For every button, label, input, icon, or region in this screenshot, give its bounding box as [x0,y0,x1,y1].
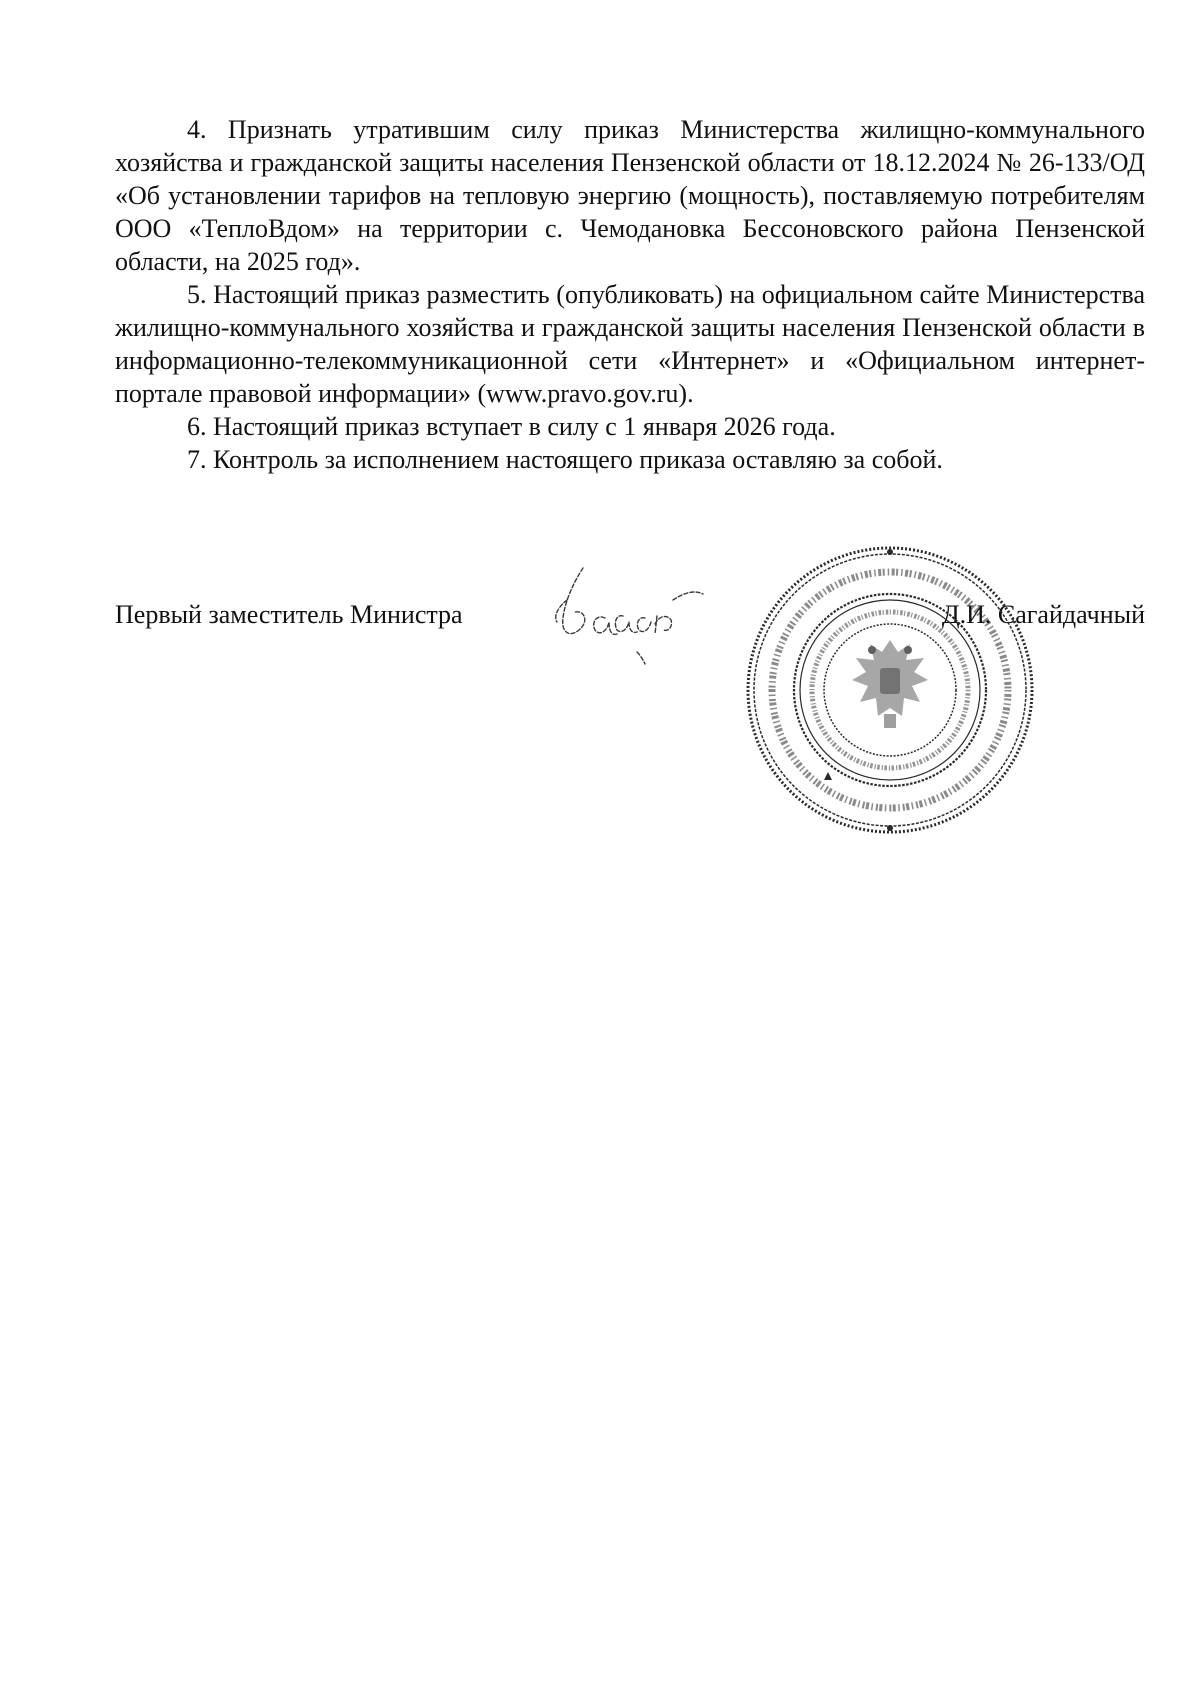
document-body [115,113,1145,476]
signer-name: Д.И. Сагайдачный [941,600,1145,629]
signer-title: Первый заместитель Министра [115,600,463,629]
handwritten-signature-icon [545,560,745,670]
paragraph-5: 5. Настоящий приказ разместить (опубликовать) на официальном сайте Министерства жилищно-коммунального хозяйства и гражданской защиты населения Пензенской области в информационно-телекоммуникационной сети «Интернет» и «Официальном интернет-портале правовой информации» (www.pravo.gov.ru). [115,280,1145,408]
paragraph-4: 4. Признать утратившим силу приказ Министерства жилищно-коммунального хозяйства и гражданской защиты населения Пензенской области от 18.12.2024 № 26-133/ОД «Об установлении тарифов на тепловую энергию (мощность), поставляемую потребителям ООО «ТеплоВдом» на территории с. Чемодановка Бессоновского района Пензенской области, на 2025 год». [115,115,1145,276]
paragraph-7: 7. Контроль за исполнением настоящего приказа оставляю за собой. [187,445,943,474]
paragraph-6: 6. Настоящий приказ вступает в силу с 1 января 2026 года. [187,412,836,441]
official-seal-icon [740,540,1040,840]
